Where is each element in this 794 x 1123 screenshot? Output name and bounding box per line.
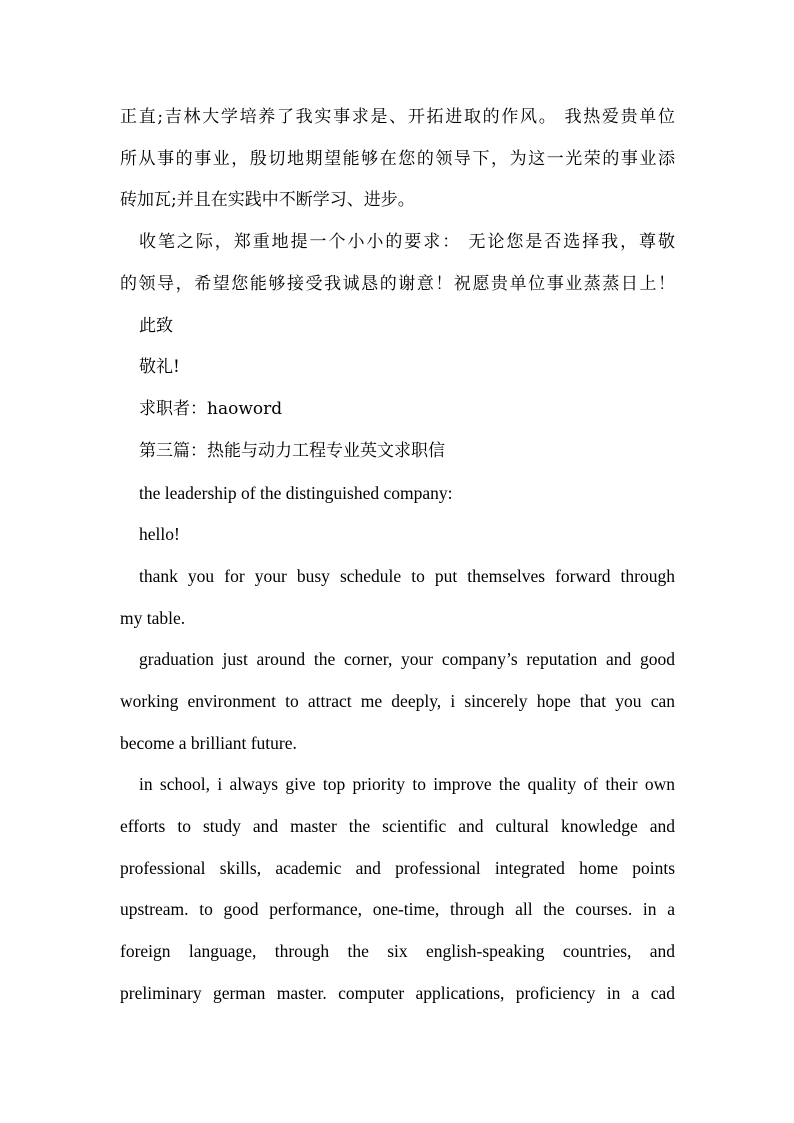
- text-line: upstream. to good performance, one-time, through all the courses. in a: [120, 899, 675, 919]
- text-line: 砖加瓦;并且在实践中不断学习、进步。: [120, 190, 415, 210]
- text-line: 所从事的事业，殷切地期望能够在您的领导下，为这一光荣的事业添: [120, 149, 675, 169]
- text-line: professional skills, academic and professional integrated home points: [120, 858, 675, 878]
- text-line: hello!: [139, 524, 180, 544]
- text-line: 求职者：haoword: [139, 399, 283, 419]
- text-line: graduation just around the corner, your company’s reputation and good: [139, 649, 675, 669]
- text-line: efforts to study and master the scientific and cultural knowledge and: [120, 816, 675, 836]
- text-line: become a brilliant future.: [120, 733, 297, 753]
- text-line: 的领导，希望您能够接受我诚恳的谢意！祝愿贵单位事业蒸蒸日上！: [120, 274, 675, 294]
- text-line: 正直;吉林大学培养了我实事求是、开拓进取的作风。 我热爱贵单位: [120, 107, 675, 127]
- text-line: my table.: [120, 608, 186, 628]
- text-line: foreign language, through the six english-speaking countries, and: [120, 941, 675, 961]
- text-line: 此致: [139, 316, 173, 336]
- section-heading: 第三篇：热能与动力工程专业英文求职信: [139, 441, 445, 461]
- text-line: the leadership of the distinguished company:: [139, 483, 453, 503]
- text-line: 敬礼!: [139, 357, 180, 377]
- text-line: preliminary german master. computer applications, proficiency in a cad: [120, 983, 675, 1003]
- text-line: working environment to attract me deeply, i sincerely hope that you can: [120, 691, 675, 711]
- text-line: thank you for your busy schedule to put themselves forward through: [139, 566, 675, 586]
- text-line: 收笔之际，郑重地提一个小小的要求： 无论您是否选择我，尊敬: [139, 232, 675, 252]
- text-line: in school, i always give top priority to improve the quality of their own: [139, 774, 675, 794]
